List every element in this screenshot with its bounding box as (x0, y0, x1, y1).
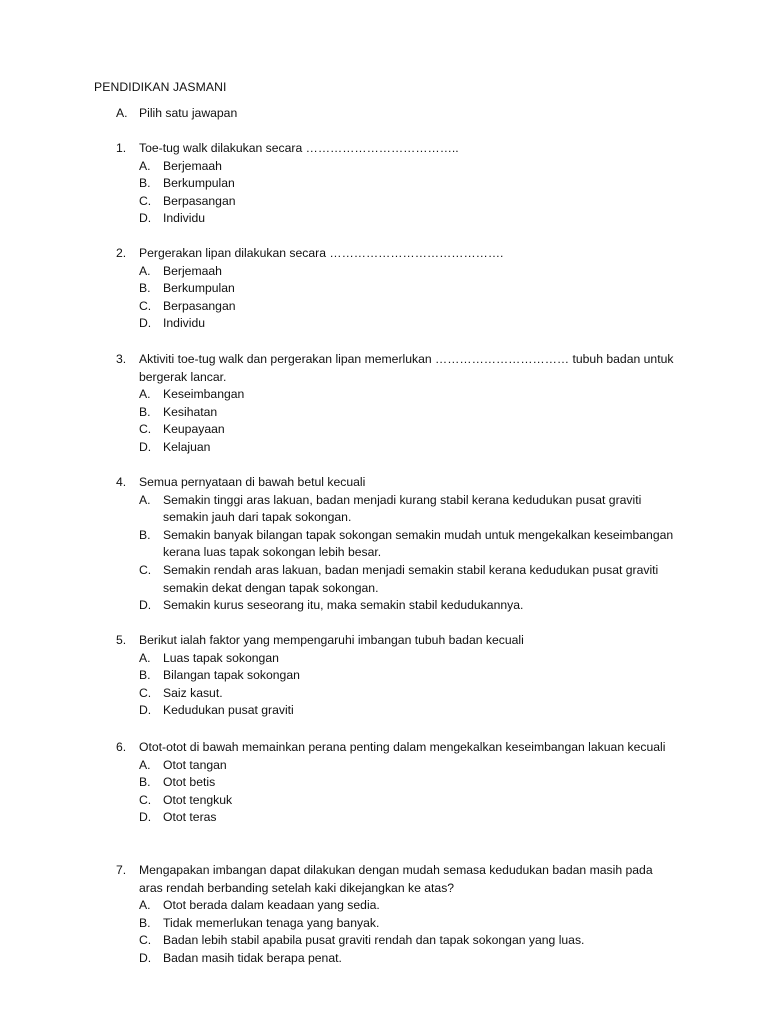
option-list (116, 650, 676, 720)
question-text: Mengapakan imbangan dapat dilakukan dengan mudah semasa kedudukan badan masih pada aras rendah berbanding setelah kaki dikejangkan ke atas? (139, 863, 653, 895)
option-a (116, 158, 676, 176)
option-letter: D. (139, 950, 152, 965)
option-c (116, 932, 676, 950)
option-b (116, 667, 676, 685)
option-letter: C. (139, 422, 152, 437)
option-list (116, 897, 676, 967)
question-2 (116, 245, 676, 333)
question-number: 2. (116, 246, 127, 260)
option-letter: A. (139, 898, 151, 913)
option-letter: C. (139, 298, 152, 313)
option-text: Kesihatan (163, 404, 218, 419)
question-number: 4. (116, 475, 127, 489)
option-letter: C. (139, 792, 152, 807)
option-letter: C. (139, 685, 152, 700)
option-text: Semakin tinggi aras lakuan, badan menjadi kurang stabil kerana kedudukan pusat graviti semakin jauh dari tapak sokongan. (163, 492, 642, 525)
option-letter: C. (139, 933, 152, 948)
option-text: Badan lebih stabil apabila pusat graviti rendah dan tapak sokongan yang luas. (163, 933, 585, 948)
option-a (116, 757, 676, 775)
option-text: Berkumpulan (163, 176, 235, 191)
question-6 (116, 739, 676, 827)
option-letter: D. (139, 703, 152, 718)
option-letter: B. (139, 281, 151, 296)
option-letter: A. (139, 757, 151, 772)
question-7 (116, 862, 676, 968)
option-text: Otot teras (163, 810, 217, 825)
option-text: Keseimbangan (163, 387, 245, 402)
option-d (116, 210, 676, 228)
option-c (116, 685, 676, 703)
option-a (116, 897, 676, 915)
option-text: Saiz kasut. (163, 685, 223, 700)
option-list (116, 757, 676, 827)
option-letter: A. (139, 158, 151, 173)
option-text: Individu (163, 316, 206, 331)
question-number: 6. (116, 740, 127, 754)
option-a (116, 263, 676, 281)
option-d (116, 702, 676, 720)
option-b (116, 280, 676, 298)
page-title: PENDIDIKAN JASMANI (94, 80, 227, 94)
option-b (116, 404, 676, 422)
option-letter: D. (139, 316, 152, 331)
option-b (116, 175, 676, 193)
option-text: Berpasangan (163, 193, 236, 208)
option-text: Luas tapak sokongan (163, 650, 279, 665)
section-heading (116, 106, 237, 120)
option-d (116, 809, 676, 827)
option-d (116, 439, 676, 457)
question-number: 5. (116, 633, 127, 647)
option-a (116, 386, 676, 404)
option-letter: A. (139, 492, 151, 507)
option-text: Badan masih tidak berapa penat. (163, 950, 342, 965)
option-c (116, 298, 676, 316)
section-instruction: Pilih satu jawapan (139, 106, 238, 120)
option-d (116, 315, 676, 333)
option-text: Semakin kurus seseorang itu, maka semakin stabil kedudukannya. (163, 598, 524, 613)
option-text: Berjemaah (163, 158, 222, 173)
question-text: Berikut ialah faktor yang mempengaruhi imbangan tubuh badan kecuali (139, 633, 524, 647)
option-letter: D. (139, 598, 152, 613)
question-3 (116, 351, 676, 457)
question-text: Aktiviti toe-tug walk dan pergerakan lipan memerlukan …………………………… tubuh badan untuk bergerak lancar. (139, 352, 674, 384)
option-list (116, 158, 676, 228)
option-c (116, 421, 676, 439)
option-text: Kedudukan pusat graviti (163, 703, 294, 718)
option-text: Berkumpulan (163, 281, 235, 296)
option-b (116, 774, 676, 792)
option-text: Berjemaah (163, 263, 222, 278)
option-c (116, 562, 676, 597)
option-letter: C. (139, 193, 152, 208)
option-letter: B. (139, 176, 151, 191)
option-letter: B. (139, 404, 151, 419)
option-list (116, 263, 676, 333)
option-a (116, 492, 676, 527)
question-5 (116, 632, 676, 720)
option-text: Berpasangan (163, 298, 236, 313)
section-label: A. (116, 106, 128, 120)
option-letter: D. (139, 810, 152, 825)
option-letter: B. (139, 668, 151, 683)
option-letter: B. (139, 527, 151, 542)
option-d (116, 950, 676, 968)
option-letter: D. (139, 211, 152, 226)
option-text: Semakin rendah aras lakuan, badan menjadi semakin stabil kerana kedudukan pusat graviti semakin dekat dengan tapak sokongan. (163, 562, 659, 595)
option-text: Otot tangan (163, 757, 227, 772)
question-text: Otot-otot di bawah memainkan perana penting dalam mengekalkan keseimbangan lakuan kecuali (139, 740, 666, 754)
option-text: Bilangan tapak sokongan (163, 668, 300, 683)
option-text: Kelajuan (163, 439, 211, 454)
option-list (116, 492, 676, 615)
question-number: 1. (116, 141, 127, 155)
option-text: Semakin banyak bilangan tapak sokongan semakin mudah untuk mengekalkan keseimbangan kerana luas tapak sokongan lebih besar. (163, 527, 674, 560)
option-text: Otot betis (163, 775, 216, 790)
option-letter: A. (139, 263, 151, 278)
option-c (116, 193, 676, 211)
option-b (116, 527, 676, 562)
option-text: Otot berada dalam keadaan yang sedia. (163, 898, 380, 913)
question-number: 3. (116, 352, 127, 366)
option-a (116, 650, 676, 668)
option-list (116, 386, 676, 456)
option-letter: B. (139, 915, 151, 930)
option-text: Otot tengkuk (163, 792, 233, 807)
question-text: Pergerakan lipan dilakukan secara ……………………………………. (139, 246, 504, 260)
question-text: Toe-tug walk dilakukan secara ……………………………….. (139, 141, 459, 155)
option-letter: A. (139, 387, 151, 402)
option-letter: C. (139, 562, 152, 577)
question-1 (116, 140, 676, 228)
option-text: Individu (163, 211, 206, 226)
option-text: Tidak memerlukan tenaga yang banyak. (163, 915, 380, 930)
question-4 (116, 474, 676, 615)
option-letter: D. (139, 439, 152, 454)
option-d (116, 597, 676, 615)
option-letter: B. (139, 775, 151, 790)
question-text: Semua pernyataan di bawah betul kecuali (139, 475, 366, 489)
question-number: 7. (116, 863, 127, 877)
option-b (116, 915, 676, 933)
option-c (116, 792, 676, 810)
option-text: Keupayaan (163, 422, 225, 437)
option-letter: A. (139, 650, 151, 665)
